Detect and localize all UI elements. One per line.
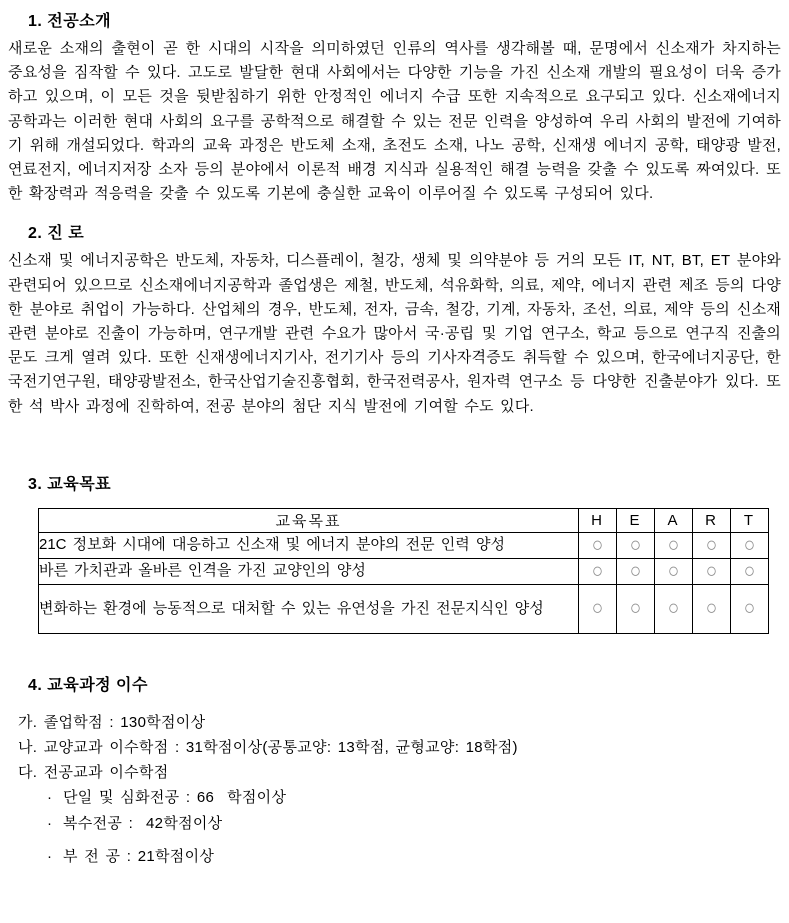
column-header-t: T [731,508,769,532]
course-requirements-list [18,710,781,870]
circle-mark-icon: ○ [667,533,680,557]
table-row [39,558,769,584]
mark-cell [655,532,693,558]
mark-cell [731,558,769,584]
list-subitem-minor [47,844,781,870]
mark-cell [693,558,731,584]
subitem-text: 부 전 공 : 21학점이상 [63,847,215,865]
list-item-graduation-credits: 가. 졸업학점 : 130학점이상 [18,713,206,731]
mark-cell [579,532,617,558]
section-4-heading: 4. 교육과정 이수 [28,676,148,694]
circle-mark-icon: ○ [667,597,680,621]
bullet-icon: · [47,847,53,865]
section-1-body: 새로운 소재의 출현이 곧 한 시대의 시작을 의미하였던 인류의 역사를 생각해볼 때, 문명에서 신소재가 차지하는 중요성을 짐작할 수 있다. 고도로 발달한 현대 사회에서는 다양한 기능을 가진 신소재 개발의 필요성이 더욱 증가하고 있으며, 이 모든 것을 뒷받침하기 위한 안정적인 에너지 수급 또한 지속적으로 요구되고 있다. 신소재에너지공학과는 이러한 현대 사회의 요구를 공학적으로 해결할 수 있는 전문 인력을 양성하여 우리 사회의 발전에 기여하기 위해 개설되었다. 학과의 교육 과정은 반도체 소재, 초전도 소재, 나노 공학, 신재생 에너지 공학, 태양광 발전, 연료전지, 에너지저장 소자 등의 분야에서 이론적 배경 지식과 실용적인 해결 능력을 갖출 수 있도록 짜여있다. 또한 확장력과 적응력을 갖출 수 있도록 기본에 충실한 교육이 이루어질 수 있도록 구성되어 있다. [8,40,781,203]
mark-cell [693,532,731,558]
mark-cell [617,532,655,558]
mark-cell [579,558,617,584]
education-goals-table [38,508,769,634]
subitem-text: 단일 및 심화전공 : 66 학점이상 [63,788,287,806]
circle-mark-icon: ○ [591,597,604,621]
column-header-goals: 교육목표 [39,508,579,532]
circle-mark-icon: ○ [591,533,604,557]
column-header-e: E [617,508,655,532]
circle-mark-icon: ○ [705,533,718,557]
circle-mark-icon: ○ [743,533,756,557]
mark-cell [693,584,731,633]
section-3-heading: 3. 교육목표 [28,475,112,493]
circle-mark-icon: ○ [629,533,642,557]
circle-mark-icon: ○ [629,559,642,583]
circle-mark-icon: ○ [743,597,756,621]
column-header-r: R [693,508,731,532]
bullet-icon: · [47,788,53,806]
goal-label: 21C 정보화 시대에 대응하고 신소재 및 에너지 분야의 전문 인력 양성 [39,532,579,558]
list-subitem-double-major [47,811,781,837]
circle-mark-icon: ○ [705,597,718,621]
mark-cell [655,558,693,584]
mark-cell [617,584,655,633]
circle-mark-icon: ○ [705,559,718,583]
mark-cell [731,532,769,558]
circle-mark-icon: ○ [743,559,756,583]
mark-cell [655,584,693,633]
table-row [39,532,769,558]
section-2-heading: 2. 진 로 [28,225,85,243]
mark-cell [579,584,617,633]
section-2-body: 신소재 및 에너지공학은 반도체, 자동차, 디스플레이, 철강, 생체 및 의약분야 등 거의 모든 IT, NT, BT, ET 분야와 관련되어 있으므로 신소재에너지공학과 졸업생은 제철, 반도체, 석유화학, 의료, 제약, 에너지 관련 제조 등의 다양한 분야로 취업이 가능하다. 산업체의 경우, 반도체, 전자, 금속, 철강, 기계, 자동차, 조선, 의료, 제약 등의 신소재 관련 분야로 진출이 가능하며, 연구개발 관련 수요가 많아서 국·공립 및 기업 연구소, 학교 등으로 연구직 진출의 문도 크게 열려 있다. 또한 신재생에너지기사, 전기기사 등의 기사자격증도 취득할 수 있으며, 한국에너지공단, 한국전기연구원, 태양광발전소, 한국산업기술진흥협회, 한국전력공사, 원자력 연구소 등 다양한 진출분야가 있다. 또한 석 박사 과정에 진학하여, 전공 분야의 첨단 지식 발전에 기여할 수도 있다. [8,252,781,415]
circle-mark-icon: ○ [629,597,642,621]
section-1-heading: 1. 전공소개 [28,13,112,30]
mark-cell [617,558,655,584]
goal-label: 변화하는 환경에 능동적으로 대처할 수 있는 유연성을 가진 전문지식인 양성 [39,584,579,633]
list-subitem-single-intensive-major [47,785,781,811]
circle-mark-icon: ○ [591,559,604,583]
list-item-liberal-arts-credits: 나. 교양교과 이수학점 : 31학점이상(공통교양: 13학점, 균형교양: 18학점) [18,738,518,756]
circle-mark-icon: ○ [667,559,680,583]
mark-cell [731,584,769,633]
table-row [39,584,769,633]
goal-label: 바른 가치관과 올바른 인격을 가진 교양인의 양성 [39,558,579,584]
list-item-major-credits: 다. 전공교과 이수학점 [18,763,169,781]
column-header-a: A [655,508,693,532]
subitem-text: 복수전공 : 42학점이상 [63,814,223,832]
bullet-icon: · [47,814,53,832]
table-header-row [39,508,769,532]
column-header-h: H [579,508,617,532]
